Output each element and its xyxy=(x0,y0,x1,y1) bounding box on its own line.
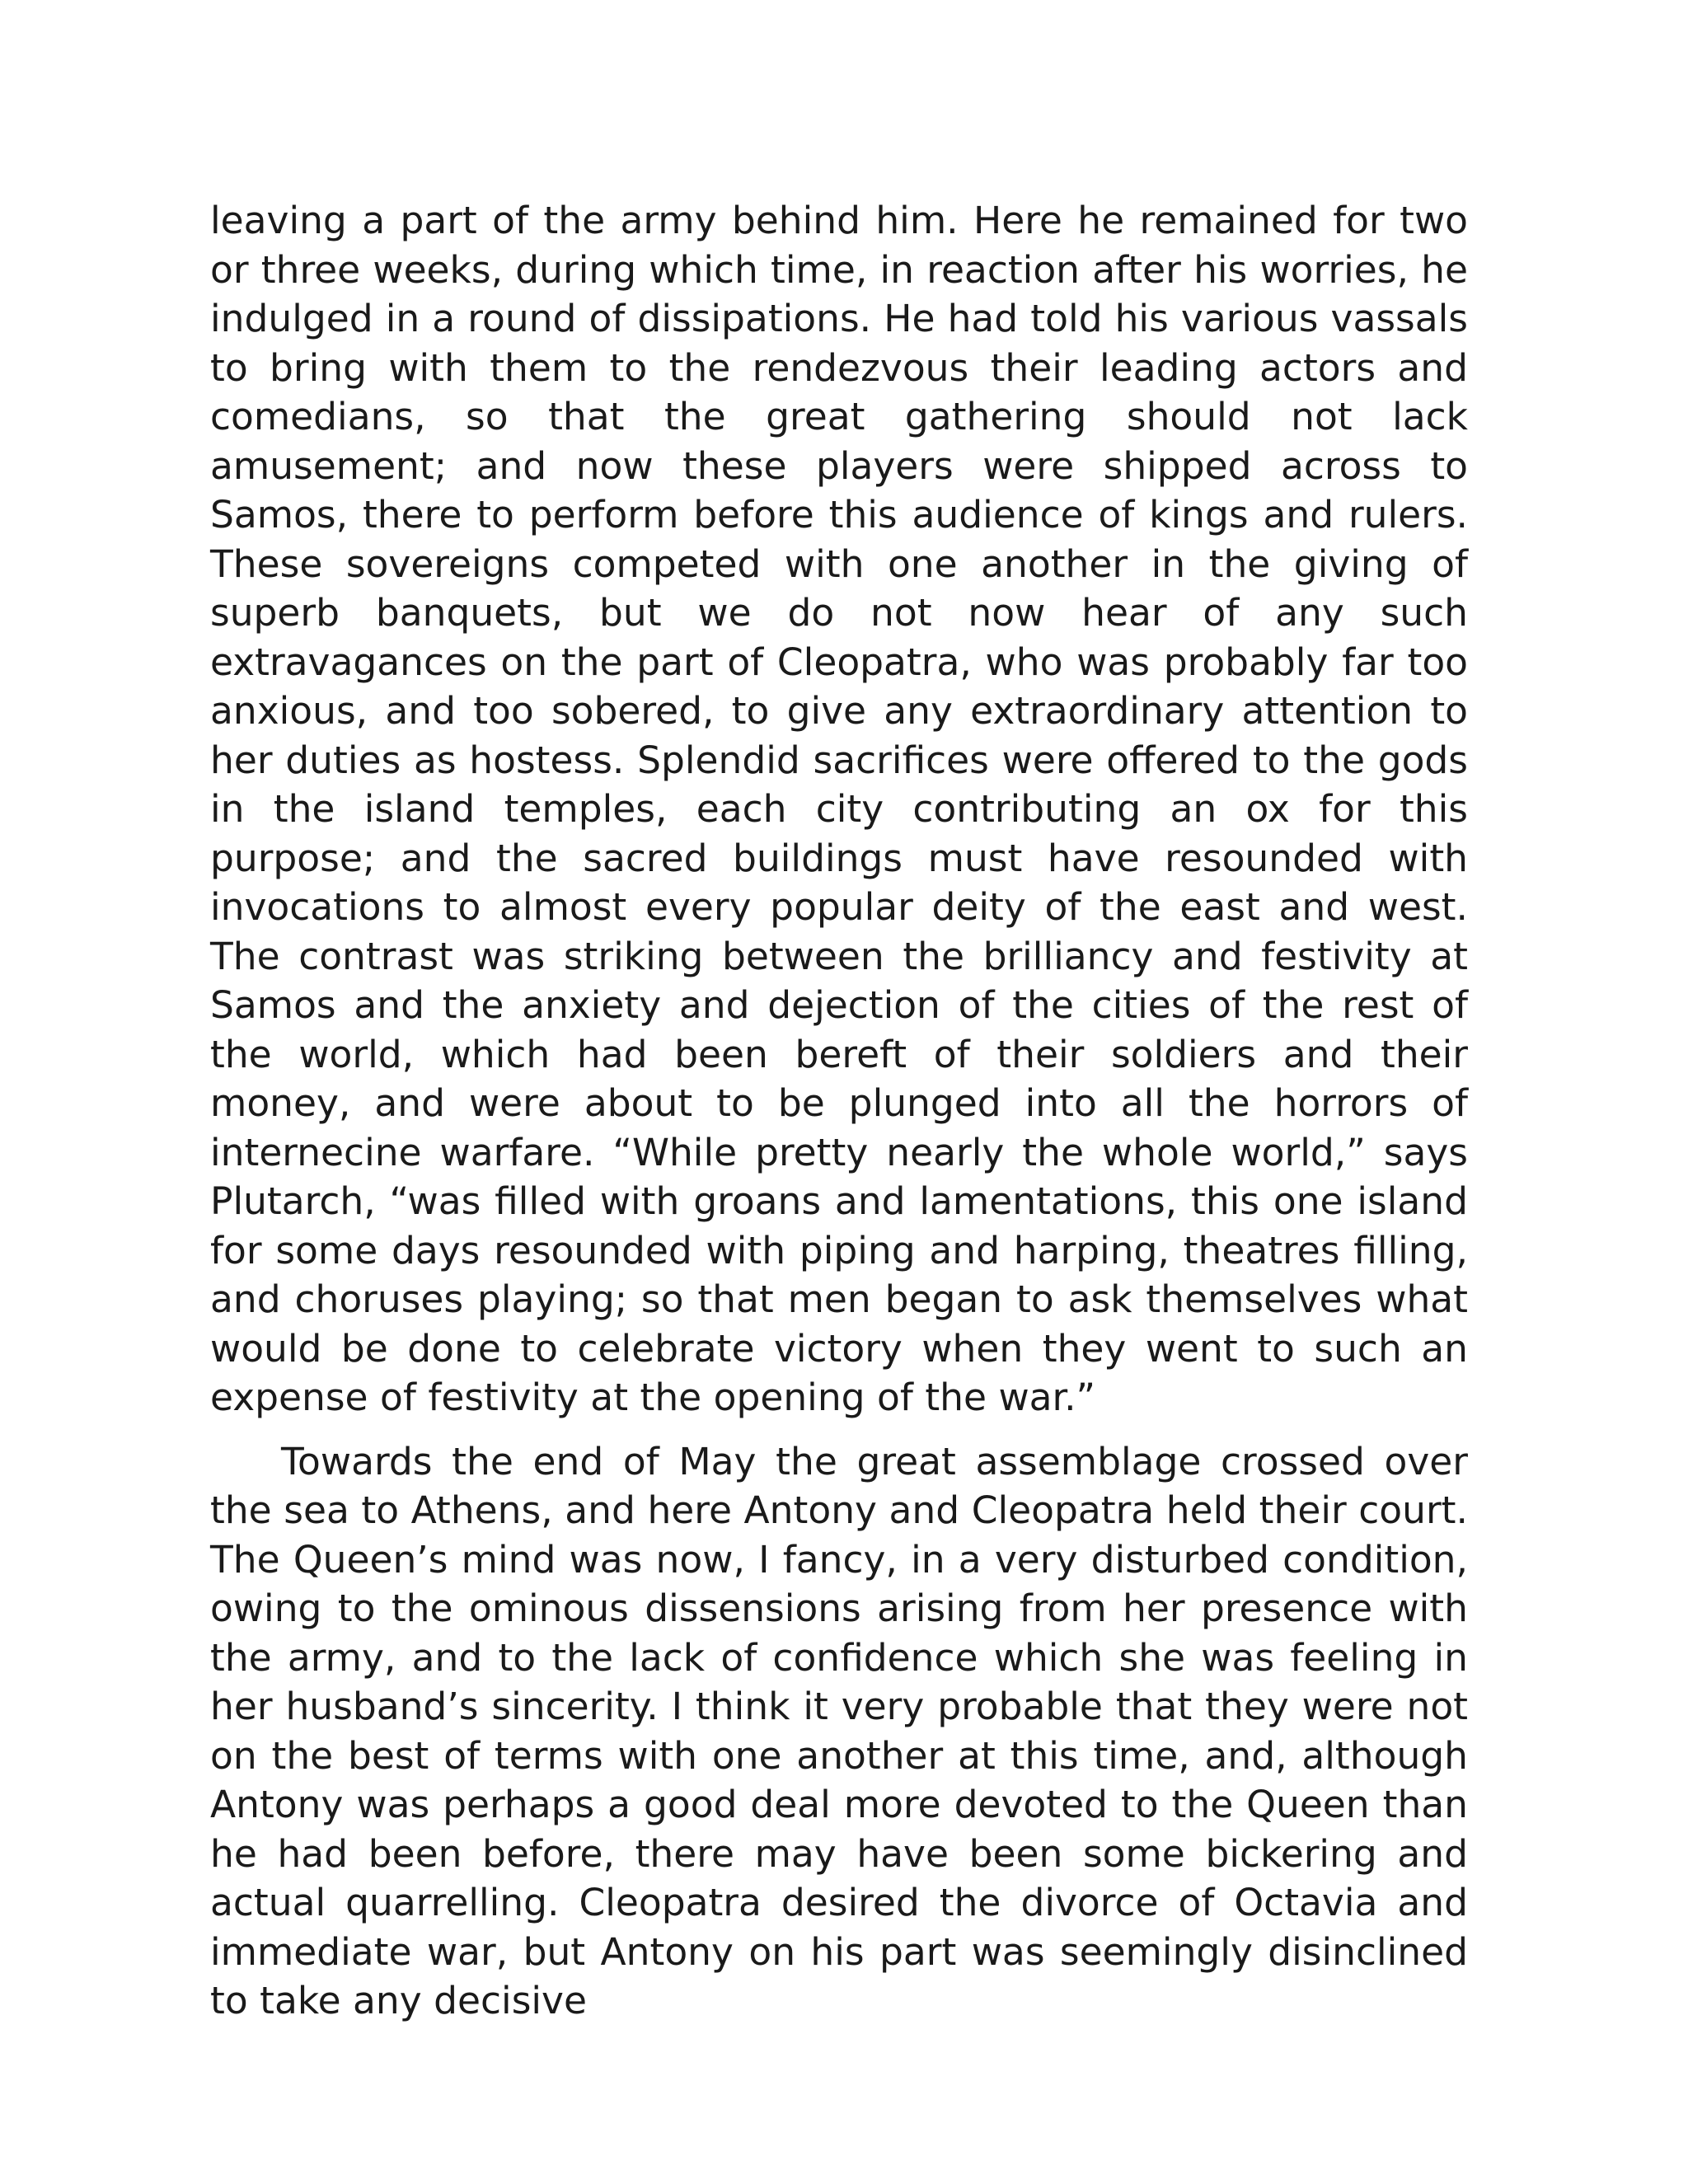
paragraph-1: leaving a part of the army behind him. Here he remained for two or three weeks, during which time, in reaction after his worries, he indulged in a round of dissipations. He had told his various vassals to bring with them to the rendezvous their leading actors and comedians, so that the great gathering should not lack amusement; and now these players were shipped across to Samos, there to perform before this audience of kings and rulers. These sovereigns competed with one another in the giving of superb banquets, but we do not now hear of any such extravagances on the part of Cleopatra, who was probably far too anxious, and too sobered, to give any extraordinary attention to her duties as hostess. Splendid sacrifices were offered to the gods in the island temples, each city contributing an ox for this purpose; and the sacred buildings must have resounded with invocations to almost every popular deity of the east and west. The contrast was striking between the brilliancy and festivity at Samos and the anxiety and dejection of the cities of the rest of the world, which had been bereft of their soldiers and their money, and were about to be plunged into all the horrors of internecine warfare. “While pretty nearly the whole world,” says Plutarch, “was filled with groans and lamentations, this one island for some days resounded with piping and harping, theatres filling, and choruses playing; so that men began to ask themselves what would be done to celebrate victory when they went to such an expense of festivity at the opening of the war.” xyxy=(210,199,1468,1419)
paragraph-2: Towards the end of May the great assemblage crossed over the sea to Athens, and here Antony and Cleopatra held their court. The Queen’s mind was now, I fancy, in a very disturbed condition, owing to the ominous dissensions arising from her presence with the army, and to the lack of confidence which she was feeling in her husband’s sincerity. I think it very probable that they were not on the best of terms with one another at this time, and, although Antony was perhaps a good deal more devoted to the Queen than he had been before, there may have been some bickering and actual quarrelling. Cleopatra desired the divorce of Octavia and immediate war, but Antony on his part was seemingly disinclined to take any decisive xyxy=(210,1439,1468,2022)
page-body xyxy=(210,196,1468,2026)
